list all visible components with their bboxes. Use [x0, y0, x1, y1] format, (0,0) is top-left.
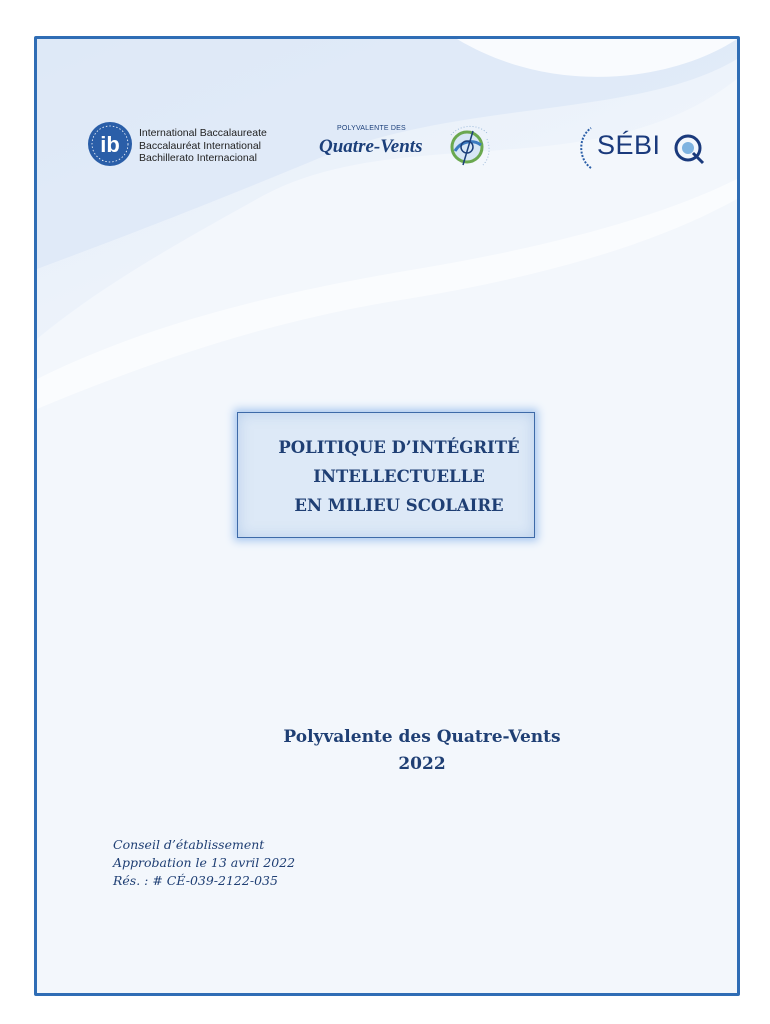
approval-council: Conseil d’établissement — [113, 837, 265, 852]
ib-emblem-icon — [87, 121, 133, 167]
approval-date: Approbation le 13 avril 2022 — [113, 855, 296, 870]
sebiq-wordmark: SÉBI — [597, 130, 661, 160]
quatre-vents-name: Quatre-Vents — [319, 136, 423, 157]
quatre-vents-logo — [315, 123, 495, 173]
ib-emblem-text: ib — [100, 132, 120, 157]
title-line-2: INTELLECTUELLE — [313, 467, 485, 486]
document-page — [34, 36, 740, 996]
approval-resolution: Rés. : # CÉ-039-2122-035 — [113, 873, 278, 888]
compass-emblem-icon — [443, 121, 493, 171]
school-block — [37, 724, 737, 778]
ib-line-french: Baccalauréat International — [139, 139, 261, 152]
school-year: 2022 — [398, 754, 446, 774]
sebiq-logo — [575, 124, 705, 174]
ib-logo — [87, 121, 267, 171]
title-box — [237, 412, 535, 538]
title-line-1: POLITIQUE D’INTÉGRITÉ — [278, 438, 520, 457]
ib-line-english: International Baccalaureate — [139, 127, 267, 139]
quatre-vents-small-text: POLYVALENTE DES — [337, 125, 406, 132]
ib-line-spanish: Bachillerato Internacional — [139, 152, 257, 164]
sebiq-arc-text-icon — [575, 124, 595, 170]
school-name: Polyvalente des Quatre-Vents — [283, 727, 561, 747]
title-line-3: EN MILIEU SCOLAIRE — [294, 496, 504, 515]
approval-block — [113, 836, 295, 890]
sebiq-q-emblem-icon — [671, 131, 705, 165]
